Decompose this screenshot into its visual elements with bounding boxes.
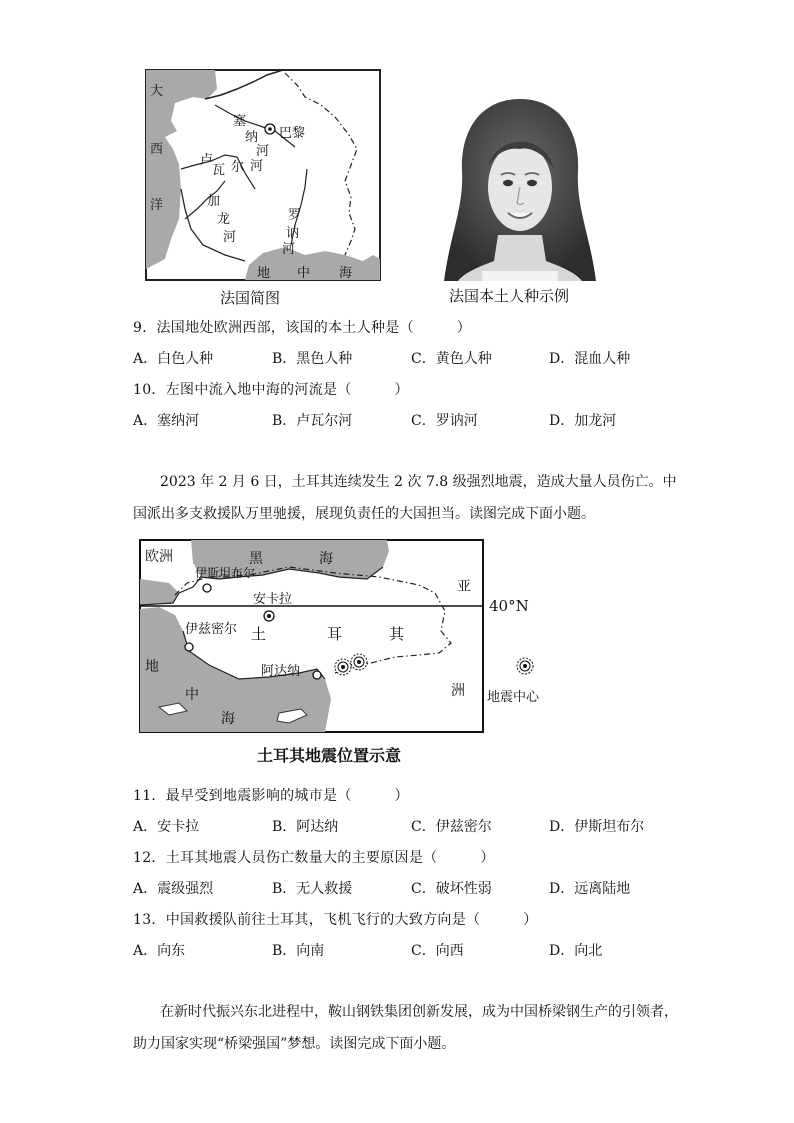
question-11-option-b[interactable]: B．阿达纳 xyxy=(272,819,339,835)
izmir-marker xyxy=(185,643,193,651)
latitude-label: 40°N xyxy=(489,597,529,615)
question-12-option-b[interactable]: B．无人救援 xyxy=(272,881,353,897)
europe-label: 欧洲 xyxy=(145,549,173,565)
loire-label: 尔 xyxy=(231,160,245,175)
passage-ansteel-line-1: 在新时代振兴东北进程中，鞍山钢铁集团创新发展，成为中国桥梁钢生产的引领者， xyxy=(160,1004,678,1020)
ankara-label: 安卡拉 xyxy=(253,592,293,607)
garonne-label: 龙 xyxy=(217,212,231,227)
question-13-option-a[interactable]: A．向东 xyxy=(133,943,186,959)
question-9-option-b[interactable]: B．黑色人种 xyxy=(272,351,353,367)
question-13-option-b[interactable]: B．向南 xyxy=(272,943,325,959)
question-11-option-d[interactable]: D．伊斯坦布尔 xyxy=(549,819,645,835)
asia-label: 亚 xyxy=(457,579,471,595)
turkey-label: 耳 xyxy=(327,625,343,643)
black-sea-label: 黑 xyxy=(249,551,263,567)
seine-label: 塞 xyxy=(233,114,247,129)
earthquake-center-legend-icon xyxy=(517,658,533,674)
earthquake-center-legend-label: 地震中心 xyxy=(487,690,540,705)
question-10-option-d[interactable]: D．加龙河 xyxy=(549,413,617,429)
turkey-map-caption: 土耳其地震位置示意 xyxy=(257,746,402,765)
mediterranean-label: 地 xyxy=(145,659,159,675)
earthquake-center-1 xyxy=(335,659,351,675)
mediterranean-label: 地 xyxy=(257,266,271,281)
question-13-option-c[interactable]: C．向西 xyxy=(411,943,464,959)
seine-label: 河 xyxy=(256,144,270,159)
question-9-stem: 9．法国地处欧洲西部，该国的本土人种是（ ） xyxy=(133,320,472,336)
passage-ansteel-line-2: 助力国家实现“桥梁强国”梦想。读图完成下面小题。 xyxy=(133,1036,456,1052)
mediterranean-label: 中 xyxy=(185,687,199,703)
question-12-stem: 12．土耳其地震人员伤亡数量大的主要原因是（ ） xyxy=(133,850,495,866)
portrait-photo xyxy=(442,95,598,281)
atlantic-label: 洋 xyxy=(150,198,164,213)
turkey-label: 其 xyxy=(389,625,405,643)
atlantic-label: 西 xyxy=(150,142,164,157)
question-9-option-c[interactable]: C．黄色人种 xyxy=(411,351,492,367)
rhone-label: 讷 xyxy=(286,226,300,241)
garonne-label: 河 xyxy=(223,230,237,245)
asia-label: 洲 xyxy=(451,683,465,699)
passage-turkey-line-2: 国派出多支救援队万里驰援，展现负责任的大国担当。读图完成下面小题。 xyxy=(133,506,595,522)
question-9-option-a[interactable]: A．白色人种 xyxy=(133,351,214,367)
rhone-label: 河 xyxy=(282,242,296,257)
izmir-label: 伊兹密尔 xyxy=(185,622,238,637)
question-10-option-b[interactable]: B．卢瓦尔河 xyxy=(272,413,353,429)
garonne-label: 加 xyxy=(207,194,221,209)
istanbul-marker xyxy=(203,584,211,592)
adana-label: 阿达纳 xyxy=(261,664,301,679)
turkey-map xyxy=(139,539,559,735)
loire-label: 河 xyxy=(250,159,264,174)
question-11-stem: 11．最早受到地震影响的城市是（ ） xyxy=(133,788,409,804)
mediterranean-label: 中 xyxy=(297,266,311,281)
question-12-option-d[interactable]: D．远离陆地 xyxy=(549,881,631,897)
portrait-caption: 法国本土人种示例 xyxy=(449,287,570,305)
istanbul-label: 伊斯坦布尔 xyxy=(195,566,256,580)
black-sea-label: 海 xyxy=(319,551,333,567)
question-9-option-d[interactable]: D．混血人种 xyxy=(549,351,631,367)
turkey-label: 土 xyxy=(251,625,267,643)
atlantic-label: 大 xyxy=(150,84,164,99)
loire-label: 瓦 xyxy=(212,163,226,178)
adana-marker xyxy=(313,671,321,679)
question-11-option-a[interactable]: A．安卡拉 xyxy=(133,819,200,835)
question-13-option-d[interactable]: D．向北 xyxy=(549,943,603,959)
earthquake-center-2 xyxy=(351,654,367,670)
france-map-caption: 法国简图 xyxy=(220,289,281,307)
question-10-stem: 10．左图中流入地中海的河流是（ ） xyxy=(133,382,409,398)
question-11-option-c[interactable]: C．伊兹密尔 xyxy=(411,819,492,835)
loire-label: 卢 xyxy=(200,153,214,168)
seine-label: 纳 xyxy=(245,130,259,145)
passage-turkey-line-1: 2023 年 2 月 6 日，土耳其连续发生 2 次 7.8 级强烈地震，造成大量人员伤亡。中 xyxy=(160,474,677,490)
question-10-option-c[interactable]: C．罗讷河 xyxy=(411,413,478,429)
question-12-option-a[interactable]: A．震级强烈 xyxy=(133,881,214,897)
france-map xyxy=(145,69,381,281)
mediterranean-label: 海 xyxy=(339,266,353,281)
question-10-option-a[interactable]: A．塞纳河 xyxy=(133,413,200,429)
paris-label: 巴黎 xyxy=(279,126,306,141)
question-13-stem: 13．中国救援队前往土耳其，飞机飞行的大致方向是（ ） xyxy=(133,912,538,928)
rhone-label: 罗 xyxy=(288,208,302,223)
mediterranean-label: 海 xyxy=(221,711,235,727)
question-12-option-c[interactable]: C．破坏性弱 xyxy=(411,881,492,897)
